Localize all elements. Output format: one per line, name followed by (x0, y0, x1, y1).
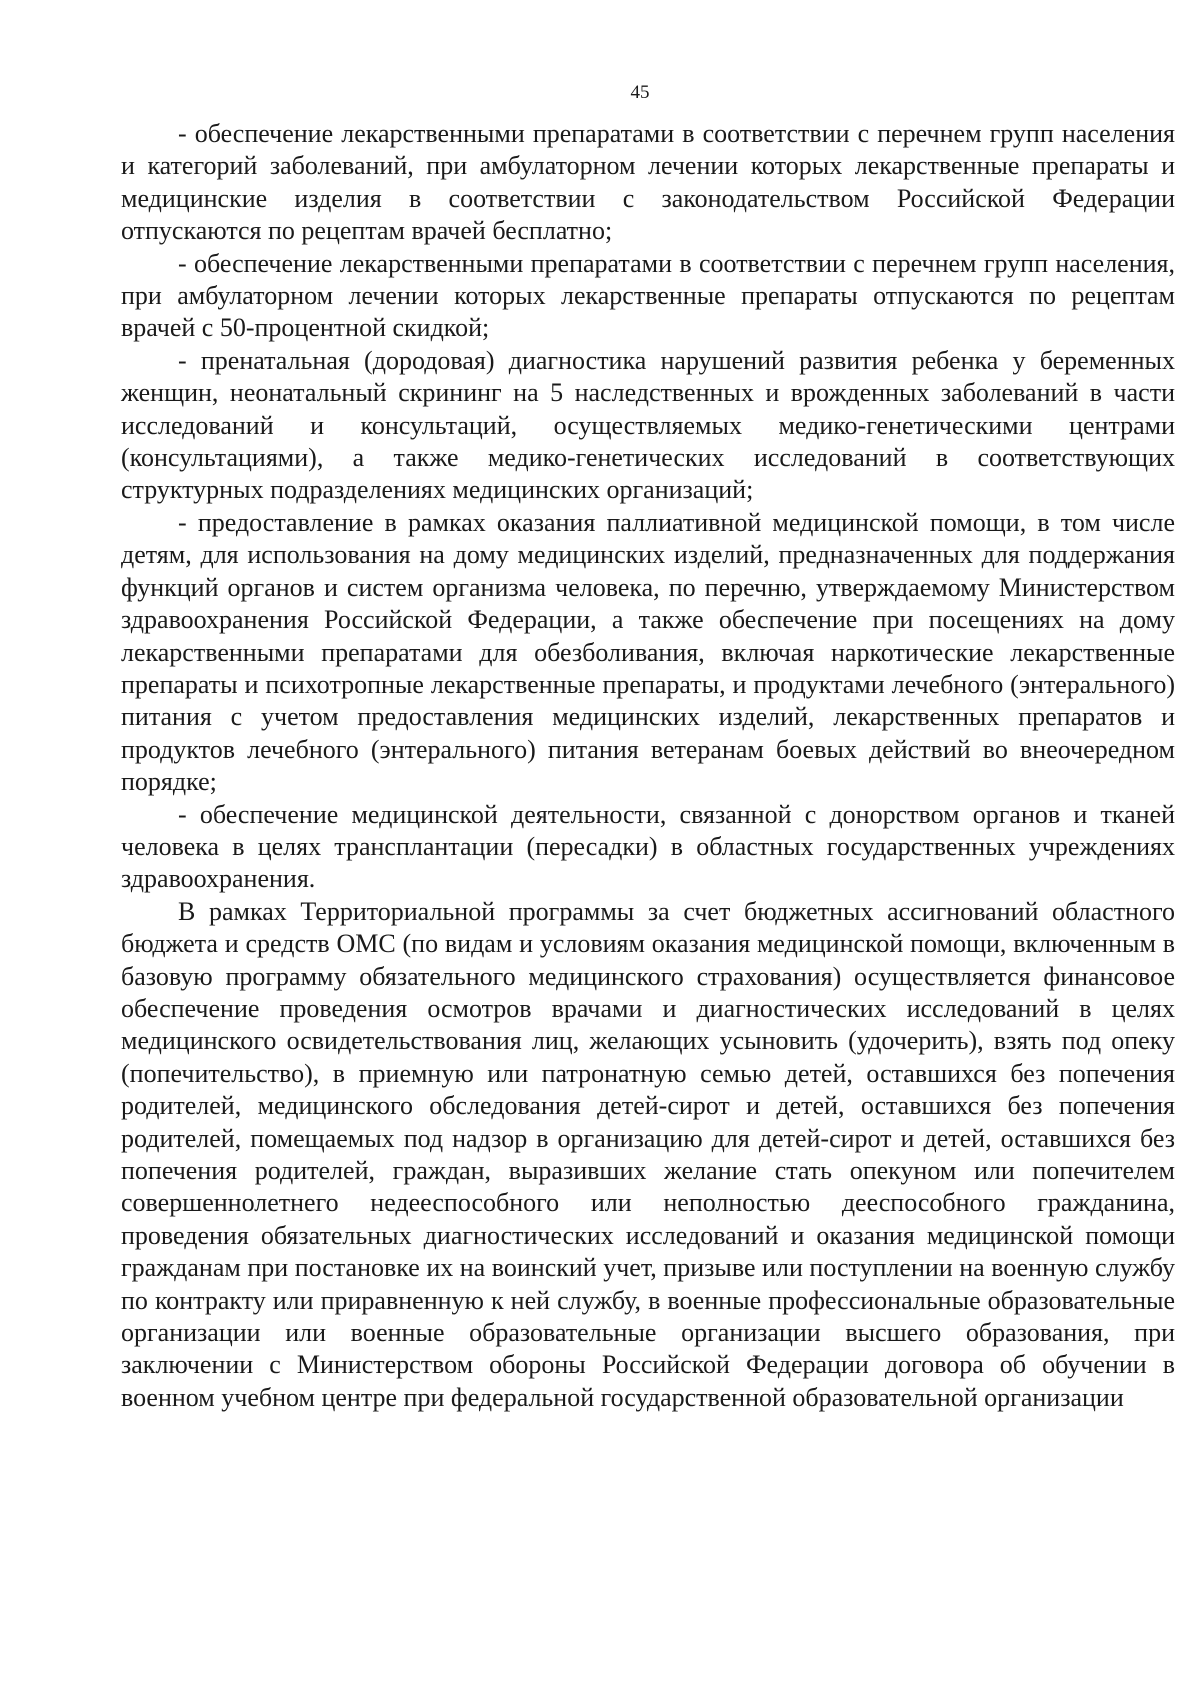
page-number: 45 (630, 82, 650, 103)
list-item-organ-donation: - обеспечение медицинской деятельности, связанной с донорством органов и тканей человека в целях трансплантации (пересадки) в областных государственных учреждениях здравоохранения. (121, 799, 1175, 894)
page-body (121, 118, 1175, 1414)
paragraph-financing: В рамках Территориальной программы за счет бюджетных ассигнований областного бюджета и средств ОМС (по видам и условиям оказания медицинской помощи, включенным в базовую программу обязательного медицинского страхования) осуществляется финансовое обеспечение проведения осмотров врачами и диагностических исследований в целях медицинского освидетельствования лиц, желающих усыновить (удочерить), взять под опеку (попечительство), в приемную или патронатную семью детей, оставшихся без попечения родителей, медицинского обследования детей-сирот и детей, оставшихся без попечения родителей, помещаемых под надзор в организацию для детей-сирот и детей, оставшихся без попечения родителей, граждан, выразивших желание стать опекуном или попечителем совершеннолетнего недееспособного или неполностью дееспособного гражданина, проведения обязательных диагностических исследований и оказания медицинской помощи гражданам при постановке их на воинский учет, призыве или поступлении на военную службу по контракту или приравненную к ней службу, в военные профессиональные образовательные организации или военные образовательные организации высшего образования, при заключении с Министерством обороны Российской Федерации договора об обучении в военном учебном центре при федеральной государственной образовательной организации (121, 896, 1175, 1412)
list-item-free-prescriptions: - обеспечение лекарственными препаратами в соответствии с перечнем групп населения и категорий заболеваний, при амбулаторном лечении которых лекарственные препараты и медицинские изделия в соответствии с законодательством Российской Федерации отпускаются по рецептам врачей бесплатно; (121, 119, 1175, 246)
list-item-palliative-care: - предоставление в рамках оказания паллиативной медицинской помощи, в том числе детям, для использования на дому медицинских изделий, предназначенных для поддержания функций органов и систем организма человека, по перечню, утверждаемому Министерством здравоохранения Российской Федерации, а также обеспечение при посещениях на дому лекарственными препаратами для обезболивания, включая наркотические лекарственные препараты и психотропные лекарственные препараты, и продуктами лечебного (энтерального) питания с учетом предоставления медицинских изделий, лекарственных препаратов и продуктов лечебного (энтерального) питания ветеранам боевых действий во внеочередном порядке; (121, 507, 1175, 797)
list-item-prenatal-diagnostics: - пренатальная (дородовая) диагностика нарушений развития ребенка у беременных женщин, неонатальный скрининг на 5 наследственных и врожденных заболеваний в части исследований и консультаций, осуществляемых медико-генетическими центрами (консультациями), а также медико-генетических исследований в соответствующих структурных подразделениях медицинских организаций; (121, 345, 1175, 505)
list-item-discount-prescriptions: - обеспечение лекарственными препаратами в соответствии с перечнем групп населения, при амбулаторном лечении которых лекарственные препараты отпускаются по рецептам врачей с 50-процентной скидкой; (121, 248, 1175, 343)
